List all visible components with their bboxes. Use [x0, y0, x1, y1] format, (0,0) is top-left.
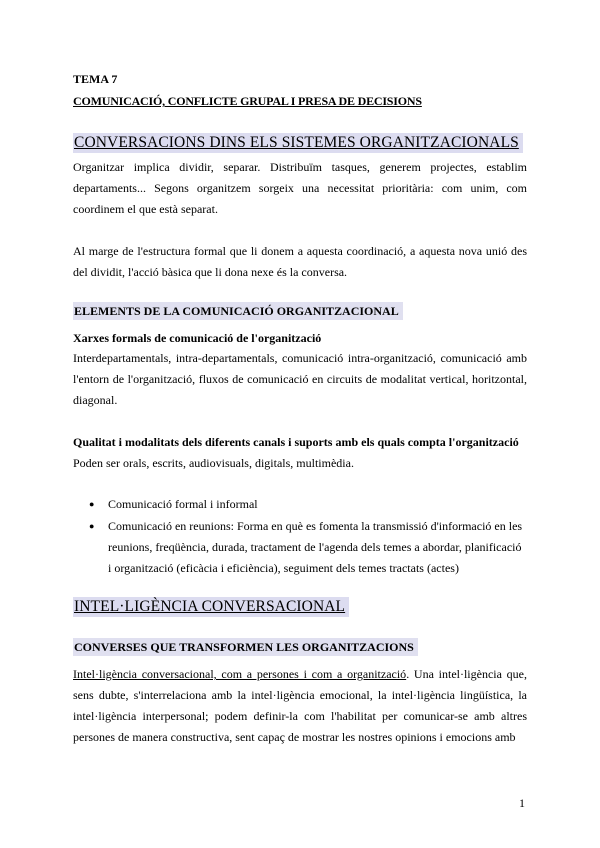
paragraph-rest: . Una intel·ligència que, sens dubte, s'interrelaciona amb la intel·ligència emocional, la intel·ligència lingüística, la intel·ligència interpersonal; podem definir-la com l'habilitat per comunicar-se amb altres persones de manera constructiva, sent capaç de mostrar les nostres opinions i emocions amb: [73, 667, 528, 744]
bullet-icon: ●: [89, 499, 95, 509]
paragraph-al-marge: Al marge de l'estructura formal que li donem a aquesta coordinació, a aquesta nova unió des del dividit, l'acció bàsica que li dona nexe és la conversa.: [73, 244, 527, 279]
xarxes-title: Xarxes formals de comunicació de l'organització: [73, 331, 322, 345]
list-item: [73, 494, 527, 515]
qualitat-text: Poden ser orals, escrits, audiovisuals, digitals, multimèdia.: [73, 456, 354, 470]
list-item-text: Comunicació formal i informal: [108, 497, 258, 511]
section-heading-conversacions: CONVERSACIONS DINS ELS SISTEMES ORGANITZACIONALS: [73, 133, 523, 153]
qualitat-title: Qualitat i modalitats dels diferents canals i suports amb els quals compta l'organització: [73, 435, 519, 449]
bullet-icon: ●: [89, 521, 95, 531]
list-item-text: Comunicació en reunions: Forma en què es fomenta la transmissió d'informació en les reunions, freqüència, durada, tractament de l'agenda dels temes a abordar, planificació i organització (eficàcia i eficiència), seguiment dels temes tractats (actes): [108, 519, 523, 575]
bullet-list: [73, 494, 527, 579]
tema-subtitle: COMUNICACIÓ, CONFLICTE GRUPAL I PRESA DE DECISIONS: [73, 94, 422, 108]
subheading-converses: CONVERSES QUE TRANSFORMEN LES ORGANITZACIONS: [73, 638, 418, 656]
tema-label: TEMA 7: [73, 72, 118, 86]
subheading-elements: ELEMENTS DE LA COMUNICACIÓ ORGANITZACIONAL: [73, 302, 403, 320]
underlined-phrase: Intel·ligència conversacional, com a persones i com a organització: [73, 667, 407, 681]
list-item: [73, 516, 527, 579]
section-heading-intelligencia: INTEL·LIGÈNCIA CONVERSACIONAL: [73, 597, 349, 617]
page-number: 1: [519, 796, 525, 810]
xarxes-text: Interdepartamentals, intra-departamentals, comunicació intra-organització, comunicació amb l'entorn de l'organització, fluxos de comunicació en circuits de modalitat vertical, horitzontal, diagonal.: [73, 351, 527, 407]
paragraph-intelligencia: [73, 664, 527, 748]
paragraph-organitzar: Organitzar implica dividir, separar. Distribuïm tasques, generem projectes, establim departaments... Segons organitzem sorgeix una necessitat prioritària: com unim, com coordinem el que està separat.: [73, 160, 527, 216]
